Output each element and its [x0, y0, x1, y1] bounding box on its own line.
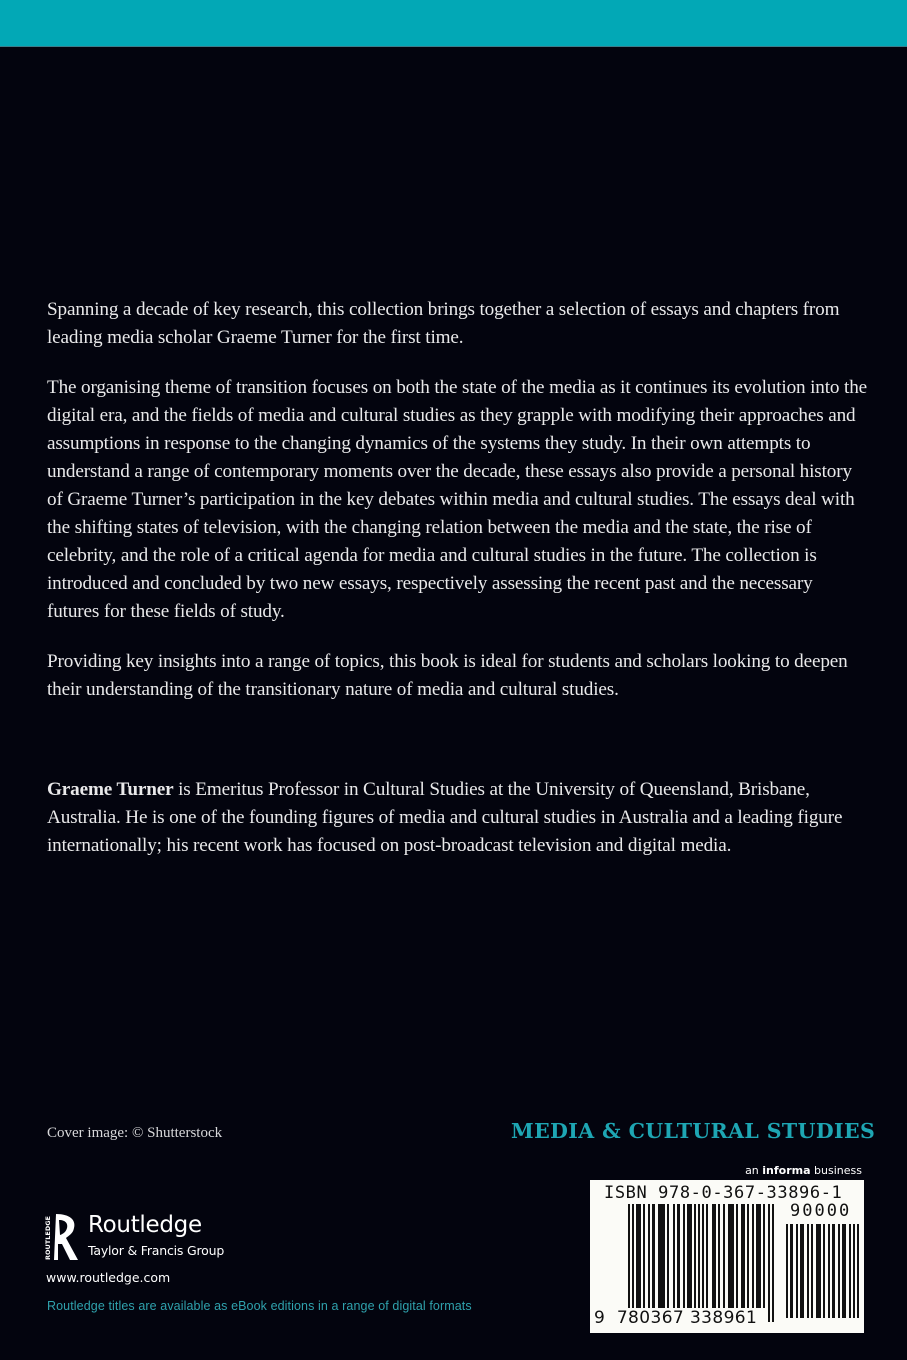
barcode-digits [594, 1308, 757, 1328]
publisher-name: Routledge [88, 1212, 202, 1238]
informa-suffix: business [810, 1164, 862, 1177]
price-code: 90000 [790, 1201, 852, 1221]
publisher-group: Taylor & Francis Group [88, 1243, 225, 1258]
barcode-bars-icon [628, 1204, 776, 1322]
description-paragraph-2: The organising theme of transition focuses on both the state of the media as it continues its evolution into the digital era, and the fields of media and cultural studies as they grapple with modifying their approaches and assumptions in response to the changing dynamics of the systems they study. In their own attempts to understand a range of contemporary moments over the decade, these essays also provide a personal history of Graeme Turner’s participation in the key debates within media and cultural studies. The essays deal with the shifting states of television, with the changing relation between the media and the state, the rise of celebrity, and the role of a critical agenda for media and cultural studies in the future. The collection is introduced and concluded by two new essays, respectively assessing the recent past and the necessary futures for these fields of study. [47, 377, 868, 622]
author-bio [47, 776, 867, 860]
author-bio-text: is Emeritus Professor in Cultural Studies at the University of Queensland, Brisbane, Australia. He is one of the founding figures of media and cultural studies in Australia and a leading figure internationally; his recent work has focused on post-broadcast television and digital media. [47, 779, 843, 856]
series-label: MEDIA & CULTURAL STUDIES [511, 1119, 876, 1143]
addon-barcode-bars-icon [786, 1224, 860, 1318]
book-description [47, 296, 867, 726]
barcode-digit-group-1: 780367 [616, 1308, 685, 1328]
informa-prefix: an [745, 1164, 763, 1177]
svg-text:ROUTLEDGE: ROUTLEDGE [44, 1216, 52, 1260]
isbn-barcode [590, 1180, 864, 1333]
routledge-r-mark-icon [44, 1212, 80, 1262]
informa-tagline [745, 1164, 862, 1177]
barcode-digit-group-2: 338961 [689, 1308, 758, 1328]
barcode-digit-first: 9 [594, 1308, 606, 1328]
description-paragraph-1: Spanning a decade of key research, this collection brings together a selection of essays and chapters from leading media scholar Graeme Turner for the first time. [47, 299, 840, 348]
cover-image-credit: Cover image: © Shutterstock [47, 1125, 223, 1141]
routledge-logo [44, 1212, 284, 1262]
informa-brand: informa [762, 1164, 811, 1177]
top-color-band [0, 0, 907, 47]
publisher-website-link[interactable]: www.routledge.com [46, 1270, 171, 1285]
author-name: Graeme Turner [47, 779, 174, 800]
ebook-availability-note: Routledge titles are available as eBook editions in a range of digital formats [47, 1299, 472, 1313]
description-paragraph-3: Providing key insights into a range of topics, this book is ideal for students and scholars looking to deepen their understanding of the transitionary nature of media and cultural studies. [47, 651, 848, 700]
isbn-label: ISBN 978-0-367-33896-1 [604, 1183, 843, 1203]
